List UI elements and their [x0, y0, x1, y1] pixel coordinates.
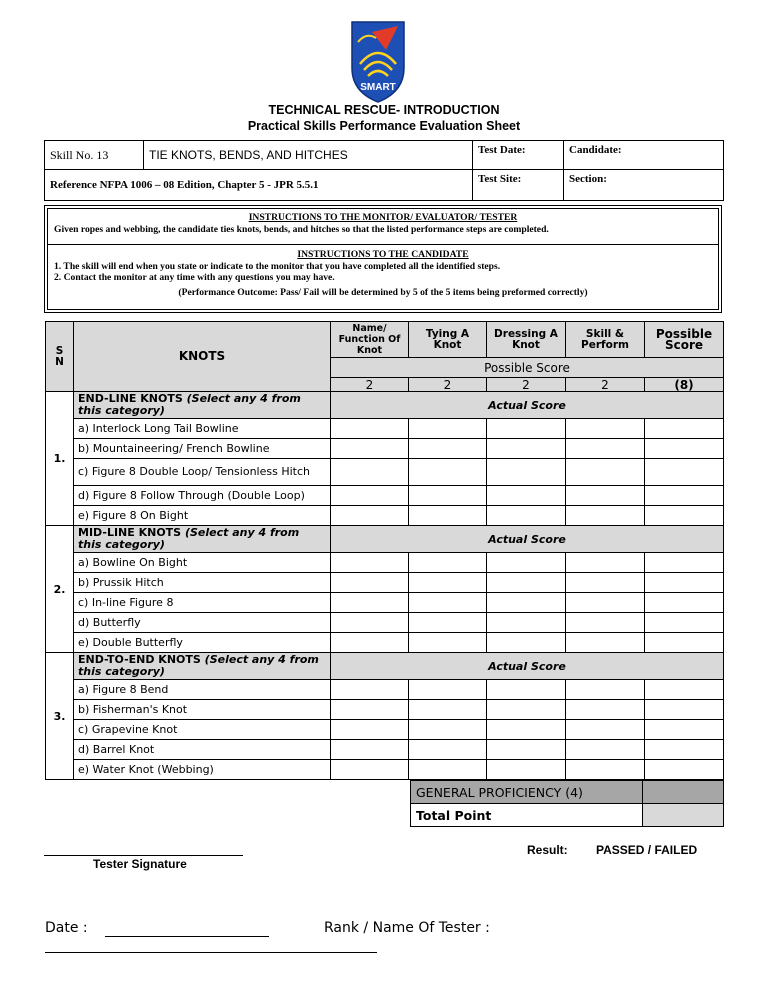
score-cell[interactable] — [487, 459, 566, 486]
score-cell[interactable] — [645, 700, 724, 720]
rank-name-line[interactable] — [45, 952, 377, 953]
test-site-field[interactable] — [473, 170, 564, 201]
score-cell[interactable] — [331, 700, 409, 720]
score-cell[interactable] — [409, 593, 487, 613]
category-title — [74, 392, 331, 419]
result-label: Result: — [527, 843, 568, 857]
score-cell[interactable] — [331, 760, 409, 780]
category-note: (Select any 4 from this category) — [78, 392, 301, 417]
score-cell[interactable] — [487, 760, 566, 780]
score-cell[interactable] — [566, 459, 645, 486]
score-cell[interactable] — [409, 573, 487, 593]
candidate-item: 1. The skill will end when you state or indicate to the monitor that you have completed all the identified steps. — [54, 260, 501, 272]
general-proficiency-label: GENERAL PROFICIENCY (4) — [411, 781, 643, 804]
section-field[interactable] — [564, 170, 724, 201]
score-cell[interactable] — [487, 613, 566, 633]
score-cell[interactable] — [487, 700, 566, 720]
score-cell[interactable] — [487, 720, 566, 740]
tester-signature-label: Tester Signature — [93, 857, 187, 871]
skill-header-table — [44, 140, 724, 201]
skill-name: TIE KNOTS, BENDS, AND HITCHES — [144, 141, 473, 170]
score-cell[interactable] — [566, 680, 645, 700]
score-cell[interactable] — [645, 613, 724, 633]
score-cell[interactable] — [645, 506, 724, 526]
score-cell[interactable] — [566, 439, 645, 459]
col-header-dressing: Dressing A Knot — [487, 322, 566, 358]
score-cell[interactable] — [409, 760, 487, 780]
knot-item: d) Barrel Knot — [74, 740, 331, 760]
section-label: Section: — [569, 173, 607, 185]
score-cell[interactable] — [566, 613, 645, 633]
score-cell[interactable] — [331, 613, 409, 633]
skill-no: Skill No. 13 — [45, 141, 144, 170]
knot-item: b) Mountaineering/ French Bowline — [74, 439, 331, 459]
score-cell[interactable] — [331, 459, 409, 486]
actual-score-label: Actual Score — [331, 653, 724, 680]
smart-logo — [346, 18, 410, 104]
score-cell[interactable] — [331, 633, 409, 653]
knot-item: d) Butterfly — [74, 613, 331, 633]
score-cell[interactable] — [645, 633, 724, 653]
category-title — [74, 526, 331, 553]
score-cell[interactable] — [645, 573, 724, 593]
score-cell[interactable] — [645, 459, 724, 486]
score-cell[interactable] — [645, 740, 724, 760]
knot-item: e) Double Butterfly — [74, 633, 331, 653]
col-header-skill-perform: Skill & Perform — [566, 322, 645, 358]
score-cell[interactable] — [566, 506, 645, 526]
score-cell[interactable] — [645, 439, 724, 459]
test-site-label: Test Site: — [478, 173, 522, 185]
total-point-score[interactable] — [643, 804, 724, 827]
score-cell[interactable] — [331, 680, 409, 700]
performance-outcome: (Performance Outcome: Pass/ Fail will be determined by 5 of the 5 items being preformed correctly) — [178, 286, 588, 298]
sn-header: S N — [46, 322, 74, 392]
knot-item: e) Figure 8 On Bight — [74, 506, 331, 526]
score-cell[interactable] — [409, 720, 487, 740]
category-name: MID-LINE KNOTS — [78, 526, 182, 539]
score-cell[interactable] — [566, 593, 645, 613]
col-header-possible-score: Possible Score — [645, 322, 724, 358]
score-cell[interactable] — [566, 553, 645, 573]
score-cell[interactable] — [566, 419, 645, 439]
form-subtitle: Practical Skills Performance Evaluation Sheet — [247, 119, 521, 133]
score-cell[interactable] — [331, 573, 409, 593]
monitor-text: Given ropes and webbing, the candidate ties knots, bends, and hitches so that the listed performance steps are completed. — [54, 223, 549, 235]
score-cell[interactable] — [409, 613, 487, 633]
score-cell[interactable] — [645, 593, 724, 613]
score-cell[interactable] — [331, 740, 409, 760]
totals-table — [410, 780, 724, 827]
score-cell[interactable] — [645, 486, 724, 506]
knot-item: b) Prussik Hitch — [74, 573, 331, 593]
score-cell[interactable] — [487, 419, 566, 439]
score-cell[interactable] — [331, 506, 409, 526]
group-sn: 1. — [46, 392, 74, 526]
knots-score-table — [45, 321, 724, 780]
score-cell[interactable] — [487, 740, 566, 760]
form-title: TECHNICAL RESCUE- INTRODUCTION — [268, 103, 500, 117]
score-cell[interactable] — [409, 700, 487, 720]
monitor-heading: INSTRUCTIONS TO THE MONITOR/ EVALUATOR/ TESTER — [248, 212, 518, 223]
score-cell[interactable] — [487, 486, 566, 506]
date-line[interactable] — [105, 936, 269, 937]
candidate-heading: INSTRUCTIONS TO THE CANDIDATE — [297, 249, 469, 260]
instructions-box — [44, 205, 722, 313]
category-name: END-TO-END KNOTS — [78, 653, 201, 666]
score-cell[interactable] — [487, 553, 566, 573]
actual-score-label: Actual Score — [331, 526, 724, 553]
score-cell[interactable] — [409, 553, 487, 573]
score-cell[interactable] — [409, 419, 487, 439]
group-sn: 2. — [46, 526, 74, 653]
score-cell[interactable] — [566, 760, 645, 780]
score-value: 2 — [566, 378, 645, 392]
score-cell[interactable] — [566, 700, 645, 720]
test-date-label: Test Date: — [478, 144, 526, 156]
general-proficiency-score[interactable] — [643, 781, 724, 804]
score-cell[interactable] — [331, 553, 409, 573]
knot-item: c) Figure 8 Double Loop/ Tensionless Hitch — [74, 459, 331, 486]
knots-header: KNOTS — [74, 322, 331, 392]
score-cell[interactable] — [566, 486, 645, 506]
score-cell[interactable] — [331, 439, 409, 459]
score-cell[interactable] — [645, 419, 724, 439]
candidate-field[interactable] — [564, 141, 724, 170]
score-cell[interactable] — [409, 680, 487, 700]
knot-item: c) Grapevine Knot — [74, 720, 331, 740]
score-cell[interactable] — [566, 573, 645, 593]
score-cell[interactable] — [487, 633, 566, 653]
candidate-item: 2. Contact the monitor at any time with any questions you may have. — [54, 272, 335, 283]
category-note: (Select any 4 from this category) — [78, 653, 319, 678]
reference: Reference NFPA 1006 – 08 Edition, Chapter 5 - JPR 5.5.1 — [45, 170, 473, 201]
knot-item: a) Interlock Long Tail Bowline — [74, 419, 331, 439]
score-cell[interactable] — [487, 439, 566, 459]
score-cell[interactable] — [566, 720, 645, 740]
score-cell[interactable] — [409, 486, 487, 506]
score-cell[interactable] — [645, 680, 724, 700]
knot-item: a) Bowline On Bight — [74, 553, 331, 573]
score-cell[interactable] — [487, 680, 566, 700]
score-cell[interactable] — [566, 740, 645, 760]
score-cell[interactable] — [645, 760, 724, 780]
candidate-label: Candidate: — [569, 144, 622, 156]
tester-signature-line[interactable] — [44, 855, 243, 856]
knot-item: b) Fisherman's Knot — [74, 700, 331, 720]
score-cell[interactable] — [645, 720, 724, 740]
actual-score-label: Actual Score — [331, 392, 724, 419]
score-cell[interactable] — [487, 593, 566, 613]
score-cell[interactable] — [487, 506, 566, 526]
knot-item: c) In-line Figure 8 — [74, 593, 331, 613]
score-cell[interactable] — [331, 720, 409, 740]
score-cell[interactable] — [331, 419, 409, 439]
score-value: (8) — [645, 378, 724, 392]
total-point-label: Total Point — [411, 804, 643, 827]
score-value: 2 — [487, 378, 566, 392]
score-cell[interactable] — [409, 633, 487, 653]
test-date-field[interactable] — [473, 141, 564, 170]
score-cell[interactable] — [409, 459, 487, 486]
score-cell[interactable] — [409, 740, 487, 760]
score-cell[interactable] — [566, 633, 645, 653]
category-name: END-LINE KNOTS — [78, 392, 183, 405]
group-sn: 3. — [46, 653, 74, 780]
score-cell[interactable] — [331, 486, 409, 506]
score-cell[interactable] — [487, 573, 566, 593]
score-cell[interactable] — [409, 439, 487, 459]
possible-score-label: Possible Score — [331, 358, 724, 378]
col-header-tying: Tying A Knot — [409, 322, 487, 358]
score-cell[interactable] — [645, 553, 724, 573]
date-label: Date : — [45, 920, 88, 936]
score-value: 2 — [409, 378, 487, 392]
score-cell[interactable] — [331, 593, 409, 613]
col-header-name-function: Name/ Function Of Knot — [331, 322, 409, 358]
category-note: (Select any 4 from this category) — [78, 526, 300, 551]
category-title — [74, 653, 331, 680]
knot-item: d) Figure 8 Follow Through (Double Loop) — [74, 486, 331, 506]
score-value: 2 — [331, 378, 409, 392]
logo-text: SMART — [360, 82, 396, 93]
score-cell[interactable] — [409, 506, 487, 526]
knot-item: e) Water Knot (Webbing) — [74, 760, 331, 780]
knot-item: a) Figure 8 Bend — [74, 680, 331, 700]
rank-name-label: Rank / Name Of Tester : — [324, 920, 490, 936]
result-value: PASSED / FAILED — [596, 843, 698, 857]
